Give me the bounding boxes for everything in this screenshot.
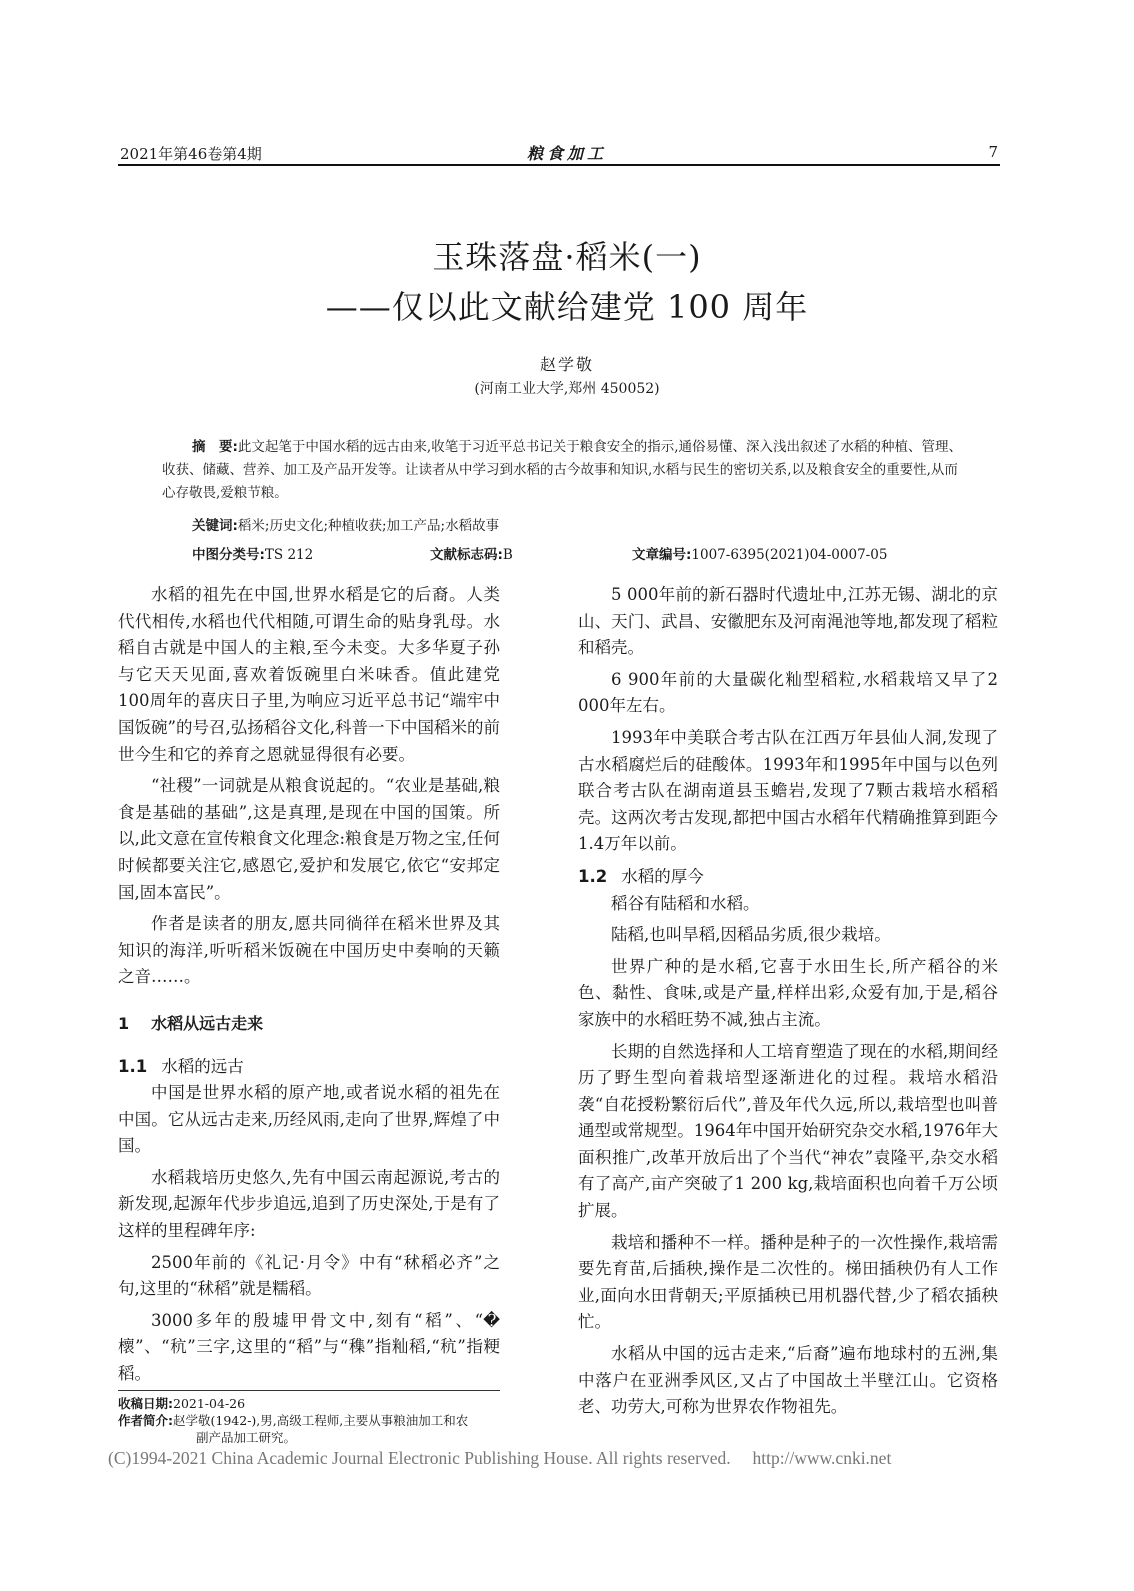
paragraph: 中国是世界水稻的原产地,或者说水稻的祖先在中国。它从远古走来,历经风雨,走向了世界,辉煌了中国。 — [118, 1083, 500, 1156]
page-number: 7 — [988, 143, 998, 161]
paragraph: 6 900年前的大量碳化籼型稻粒,水稻栽培又早了2 000年左右。 — [578, 669, 998, 716]
abstract-label: 摘 要: — [192, 439, 238, 455]
keywords — [192, 514, 499, 534]
paragraph: 5 000年前的新石器时代遗址中,江苏无锡、湖北的京山、天门、武昌、安徽肥东及河南渑池等地,都发现了稻粒和稻壳。 — [578, 585, 998, 658]
paragraph: 3000多年的殷墟甲骨文中,刻有“稻”、“�櫰”、“秔”三字,这里的“稻”与“穕”指籼稻,“秔”指粳稻。 — [118, 1310, 500, 1384]
section-title: 水稻从远古走来 — [151, 1013, 264, 1033]
subsection-heading — [578, 864, 998, 891]
abstract-text: 此文起笔于中国水稻的远古由来,收笔于习近平总书记关于粮食安全的指示,通俗易懂、深入浅出叙述了水稻的种植、管理、收获、储藏、营养、加工及产品开发等。让读者从中学习到水稻的古今故事和知识,水稻与民生的密切关系,以及粮食安全的重要性,从而心存敬畏,爱粮节粮。 — [162, 439, 962, 501]
author-affiliation: (河南工业大学,郑州 450052) — [474, 381, 660, 397]
bio-text-line2: 副产品加工研究。 — [196, 1430, 297, 1445]
paragraph: 稻谷有陆稻和水稻。 — [611, 893, 760, 913]
clc-value: TS 212 — [264, 547, 314, 563]
journal-name: 粮食加工 — [526, 144, 607, 163]
paragraph: 长期的自然选择和人工培育塑造了现在的水稻,期间经历了野生型向着栽培型逐渐进化的过程。栽培水稻沿袭“自花授粉繁衍后代”,普及年代久远,所以,栽培型也叫普通型或常规型。1964年中国开始研究杂交水稻,1976年大面积推广,改革开放后出了个当代“神农”袁隆平,杂交水稻有了高产,亩产突破了1 200 kg,栽培面积也向着千万公顷扩展。 — [578, 1041, 998, 1221]
article-number-value: 1007-6395(2021)04-0007-05 — [691, 547, 888, 563]
received-value: 2021-04-26 — [173, 1396, 246, 1411]
paragraph: 栽培和播种不一样。播种是种子的一次性操作,栽培需要先育苗,后插秧,操作是二次性的。梯田插秧仍有人工作业,面向水田背朝天;平原插秧已用机器代替,少了稻农插秧忙。 — [578, 1232, 998, 1332]
header-rule — [118, 164, 1000, 166]
doc-code-label: 文献标志码: — [430, 547, 503, 563]
document-code — [430, 543, 513, 563]
subsection-number: 1.1 — [118, 1056, 148, 1076]
article-number — [632, 543, 887, 563]
paragraph: 陆稻,也叫旱稻,因稻品劣质,很少栽培。 — [611, 925, 891, 945]
issue-info: 2021年第46卷第4期 — [120, 145, 262, 163]
subsection-heading — [118, 1054, 500, 1081]
section-number: 1 — [118, 1013, 130, 1033]
footnote-rule — [118, 1390, 500, 1391]
paragraph: 水稻从中国的远古走来,“后裔”遍布地球村的五洲,集中落户在亚洲季风区,又占了中国故土半壁江山。它资格老、功劳大,可称为世界农作物祖先。 — [578, 1344, 998, 1417]
article-subtitle: ——仅以此文献给建党 100 周年 — [325, 288, 809, 326]
paragraph: 水稻栽培历史悠久,先有中国云南起源说,考古的新发现,起源年代步步追远,追到了历史深处,于是有了这样的里程碑年序: — [118, 1167, 500, 1241]
section-heading — [118, 1011, 500, 1038]
article-number-label: 文章编号: — [632, 547, 692, 563]
received-date — [118, 1395, 518, 1412]
article-title: 玉珠落盘·稻米(一) — [432, 238, 702, 276]
paragraph: 1993年中美联合考古队在江西万年县仙人洞,发现了古水稻腐烂后的硅酸体。1993年和1995年中国与以色列联合考古队在湖南道县玉蟾岩,发现了7颗古栽培水稻稻壳。这两次考古发现,都把中国古水稻年代精确推算到距今1.4万年以前。 — [578, 727, 998, 854]
doc-code-value: B — [502, 547, 513, 563]
received-label: 收稿日期: — [118, 1396, 173, 1411]
paragraph: 水稻的祖先在中国,世界水稻是它的后裔。人类代代相传,水稻也代代相随,可谓生命的贴身乳母。水稻自古就是中国人的主粮,至今未变。大多华夏子孙与它天天见面,喜欢着饭碗里白米味香。值此建党100周年的喜庆日子里,为响应习近平总书记“端牢中国饭碗”的号召,弘扬稻谷文化,科普一下中国稻米的前世今生和它的养育之恩就显得很有必要。 — [118, 585, 500, 764]
keywords-text: 稻米;历史文化;种植收获;加工产品;水稻故事 — [237, 518, 500, 534]
paragraph: 2500年前的《礼记·月令》中有“秫稻必齐”之句,这里的“秫稻”就是糯稻。 — [118, 1252, 500, 1299]
keywords-label: 关键词: — [192, 518, 238, 534]
bio-text-line1: 赵学敬(1942-),男,高级工程师,主要从事粮油加工和农 — [173, 1413, 469, 1428]
body-column-left — [118, 582, 500, 1393]
paragraph: 世界广种的是水稻,它喜于水田生长,所产稻谷的米色、黏性、食味,或是产量,样样出彩,众爱有加,于是,稻谷家族中的水稻旺势不减,独占主流。 — [578, 956, 998, 1029]
clc-number — [192, 543, 313, 563]
paragraph: 作者是读者的朋友,愿共同徜徉在稻米世界及其知识的海洋,听听稻米饭碗在中国历史中奏响的天籁之音……。 — [118, 914, 500, 987]
paragraph: “社稷”一词就是从粮食说起的。“农业是基础,粮食是基础的基础”,这是真理,是现在中国的国策。所以,此文意在宣传粮食文化理念:粮食是万物之宝,任何时候都要关注它,感恩它,爱护和发展它,依它“安邦定国,固本富民”。 — [118, 776, 500, 902]
subsection-title: 水稻的远古 — [161, 1056, 244, 1076]
bio-label: 作者简介: — [118, 1413, 173, 1428]
subsection-number: 1.2 — [578, 866, 608, 886]
abstract — [162, 436, 968, 505]
subsection-title: 水稻的厚今 — [621, 866, 704, 886]
clc-label: 中图分类号: — [192, 547, 265, 563]
body-column-right — [578, 582, 998, 1426]
author-name: 赵学敬 — [539, 355, 594, 374]
copyright-notice: (C)1994-2021 China Academic Journal Electronic Publishing House. All rights reserved. http://www.cnki.net — [108, 1448, 892, 1468]
footnote — [118, 1395, 518, 1446]
author-bio — [118, 1412, 518, 1446]
